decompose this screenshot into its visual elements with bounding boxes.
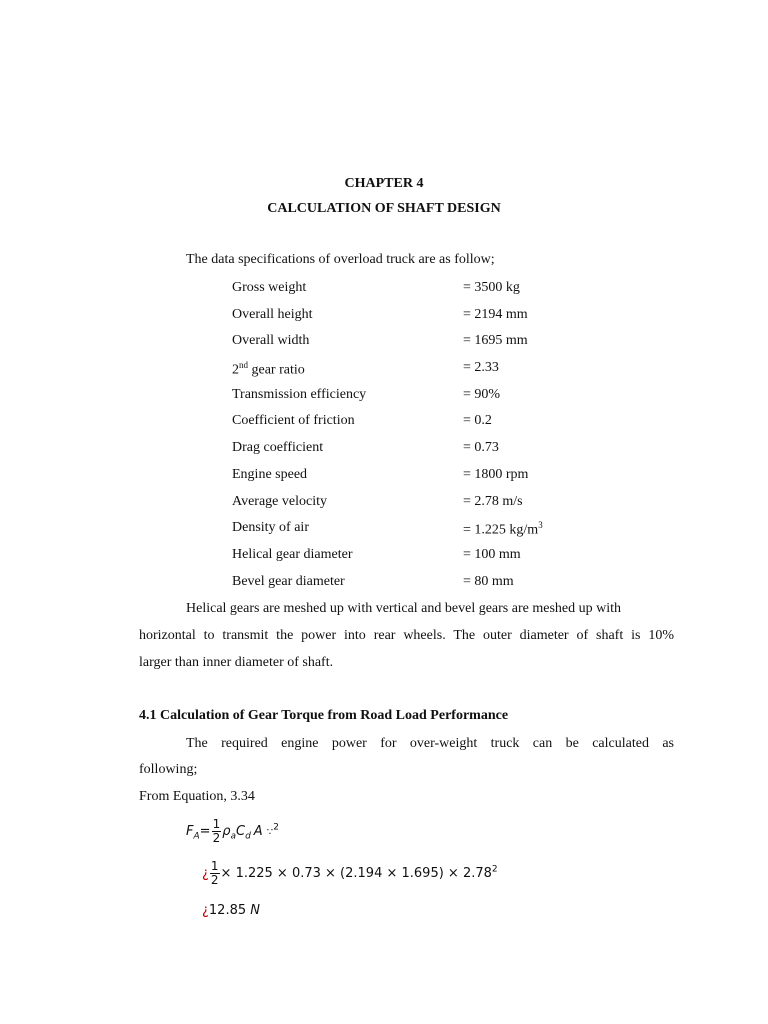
spec-label-superscript: nd [239, 360, 248, 370]
fraction-numerator: 1 [210, 859, 219, 873]
spec-row [232, 494, 672, 514]
spec-value: = 0.73 [463, 440, 499, 455]
spec-label: Coefficient of friction [232, 413, 355, 428]
equation-reference: From Equation, 3.34 [139, 789, 255, 804]
spec-label: Engine speed [232, 467, 308, 482]
math-superscript: 2 [273, 822, 279, 833]
spec-row [232, 280, 672, 300]
spec-label [232, 360, 305, 379]
spec-label: Average velocity [232, 494, 327, 509]
spec-value [463, 520, 543, 539]
fraction [210, 860, 220, 887]
spec-value: = 2.78 m/s [463, 494, 523, 509]
spec-label: Bevel gear diameter [232, 574, 345, 589]
spec-value: = 1695 mm [463, 333, 528, 348]
spec-value: = 90% [463, 387, 501, 402]
math-subscript: a [230, 831, 236, 842]
spec-label: Gross weight [232, 280, 307, 295]
section-heading: 4.1 Calculation of Gear Torque from Road Load Performance [139, 708, 509, 723]
spec-label: Density of air [232, 520, 309, 535]
equation-drag-force [186, 818, 279, 845]
spec-row [232, 307, 672, 327]
chapter-number: CHAPTER 4 [344, 176, 424, 191]
spec-value: = 2194 mm [463, 307, 528, 322]
section-text-line: The required engine power for over-weight truck can be calculated as [186, 736, 674, 751]
spec-row [232, 333, 672, 353]
spec-value: = 3500 kg [463, 280, 520, 295]
spec-value: = 1800 rpm [463, 467, 529, 482]
equation-substitution [202, 860, 498, 887]
math-symbol-rho: ρ [222, 824, 231, 839]
spec-value: = 0.2 [463, 413, 492, 428]
equation-result [202, 903, 260, 918]
fraction-numerator: 1 [212, 817, 221, 831]
equals-glyph: ¿ [202, 866, 209, 881]
math-symbol-c: C [235, 824, 246, 839]
spec-value-superscript: 3 [538, 520, 543, 530]
math-equals: = [199, 824, 211, 839]
spec-value: = 100 mm [463, 547, 521, 562]
spec-label: Overall width [232, 333, 310, 348]
spec-label: Drag coefficient [232, 440, 324, 455]
spec-value: = 80 mm [463, 574, 514, 589]
spec-value: = 2.33 [463, 360, 499, 375]
spec-row [232, 520, 672, 540]
paragraph-line: horizontal to transmit the power into rear wheels. The outer diameter of shaft is 10% [139, 628, 674, 643]
math-symbol-v: ∵ [266, 827, 274, 838]
result-value: 12.85 [208, 903, 251, 918]
fraction-denominator: 2 [210, 873, 219, 887]
spec-row [232, 467, 672, 487]
fraction-denominator: 2 [212, 831, 221, 845]
spec-label-number: 2 [232, 362, 239, 378]
section-text-line: following; [139, 762, 198, 777]
spec-label-text: gear ratio [248, 362, 305, 378]
spec-label: Overall height [232, 307, 313, 322]
spec-value-text: = 1.225 kg/m [463, 522, 539, 538]
spec-row [232, 413, 672, 433]
math-symbol-a: A [253, 824, 263, 839]
math-subscript: d [245, 831, 251, 842]
math-symbol-f: F [186, 824, 194, 839]
paragraph-line: Helical gears are meshed up with vertical and bevel gears are meshed up with [186, 601, 621, 616]
chapter-title: CALCULATION OF SHAFT DESIGN [267, 201, 501, 216]
equals-glyph: ¿ [202, 903, 209, 918]
intro-text: The data specifications of overload truck are as follow; [186, 252, 495, 267]
spec-label: Transmission efficiency [232, 387, 367, 402]
equation-terms: × 1.225 × 0.73 × (2.194 × 1.695) × 2.78 [220, 866, 492, 881]
math-subscript: A [193, 831, 200, 842]
spec-row [232, 360, 672, 380]
result-unit: N [250, 903, 260, 918]
spec-row [232, 547, 672, 567]
paragraph-line: larger than inner diameter of shaft. [139, 655, 334, 670]
fraction [212, 818, 222, 845]
spec-label: Helical gear diameter [232, 547, 353, 562]
spec-row [232, 574, 672, 594]
math-superscript: 2 [491, 864, 498, 875]
spec-row [232, 440, 672, 460]
spec-row [232, 387, 672, 407]
